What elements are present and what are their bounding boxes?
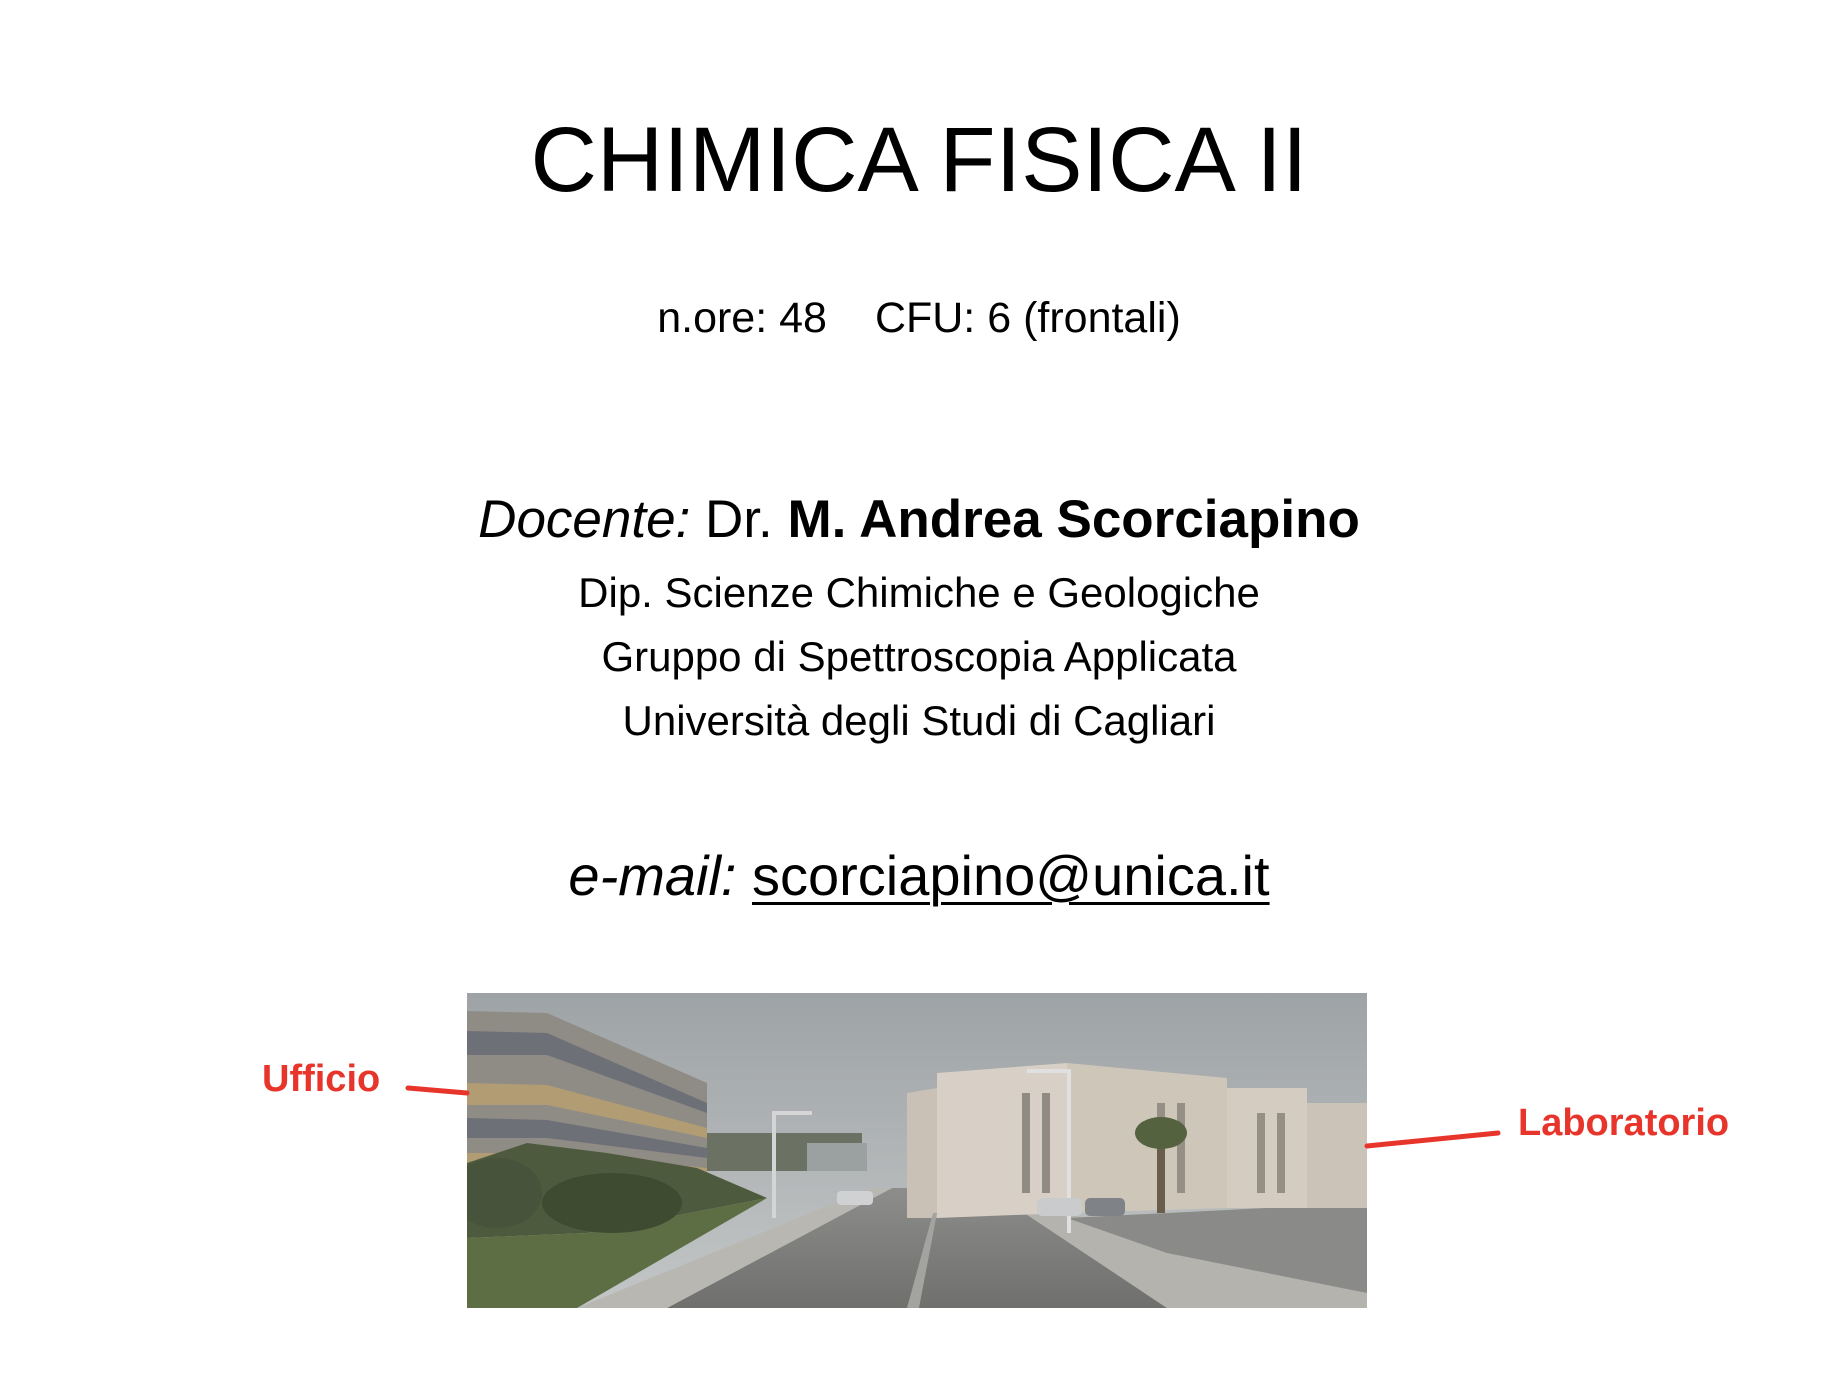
- docente-label: Docente:: [478, 490, 691, 549]
- cfu-text: CFU: 6 (frontali): [874, 294, 1181, 342]
- docente-name: M. Andrea Scorciapino: [787, 490, 1360, 549]
- ufficio-pointer-line: [408, 1088, 467, 1093]
- hours-text: n.ore: 48: [657, 294, 827, 342]
- slide-title: CHIMICA FISICA II: [530, 109, 1308, 211]
- affiliation-group: Gruppo di Spettroscopia Applicata: [601, 633, 1237, 680]
- laboratorio-pointer-line: [1367, 1133, 1498, 1146]
- campus-photo: [467, 993, 1367, 1308]
- affiliation-university: Università degli Studi di Cagliari: [622, 697, 1216, 744]
- laboratorio-label: Laboratorio: [1518, 1102, 1730, 1144]
- email-link[interactable]: scorciapino@unica.it: [752, 844, 1270, 907]
- docente-line: [0, 487, 1838, 553]
- ufficio-label: Ufficio: [262, 1058, 381, 1100]
- email-label: e-mail:: [568, 844, 737, 907]
- affiliation-department: Dip. Scienze Chimiche e Geologiche: [578, 569, 1260, 616]
- course-hours-line: [0, 290, 1838, 346]
- email-line: [0, 840, 1838, 912]
- docente-prefix: Dr.: [705, 490, 773, 549]
